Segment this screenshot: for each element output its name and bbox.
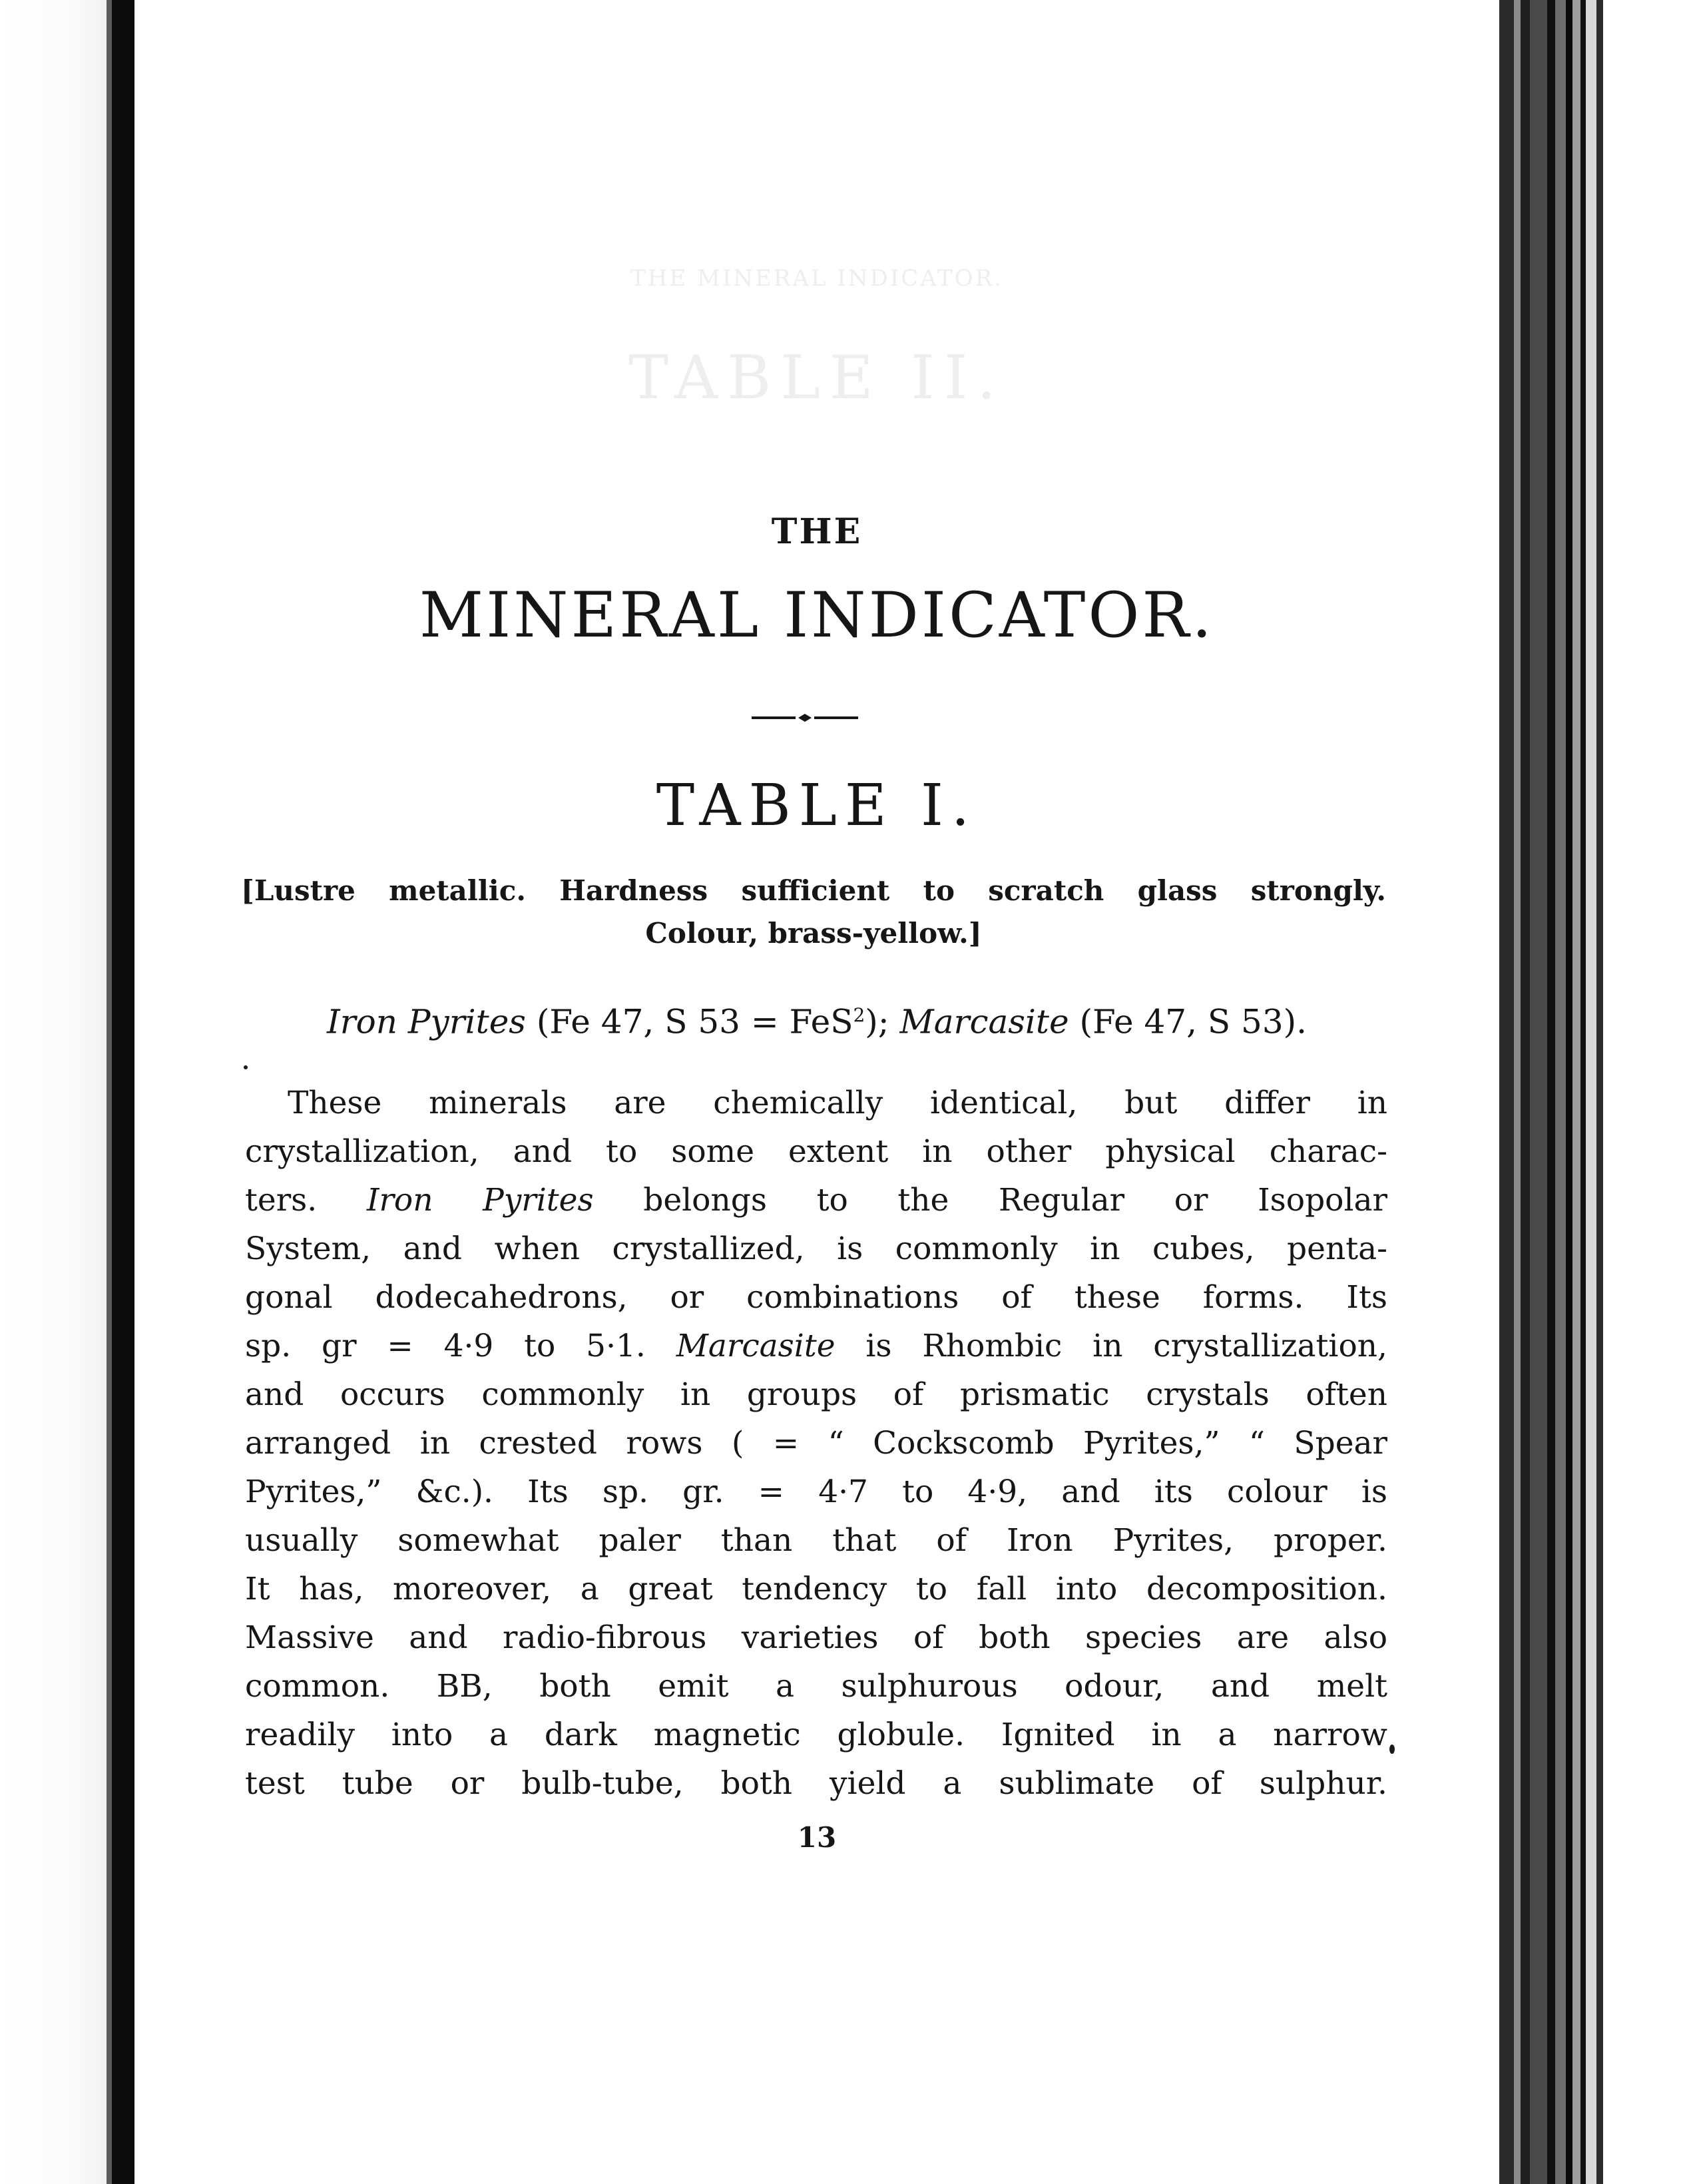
body-line [245,1322,1387,1370]
page-edge [1555,0,1566,2184]
table-description [241,870,1386,955]
formula-superscript: 2 [853,1004,865,1026]
formula-separator: ); [865,1002,900,1041]
facing-page-edge [0,0,120,2184]
formula-marcasite: (Fe 47, S 53). [1069,1002,1308,1041]
body-line: usually somewhat paler than that of Iron Pyrites, proper. [245,1522,1387,1559]
body-line-segment: is Rhombic in crystallization, [865,1328,1387,1364]
body-line: test tube or bulb-tube, both yield a sublimate of sulphur. [245,1765,1387,1802]
body-line: It has, moreover, a great tendency to fall into decomposition. [245,1571,1387,1607]
page-edge [1596,0,1603,2184]
page-edge [1521,0,1530,2184]
body-line-segment: sp. gr = 4·9 to 5·1. [245,1328,646,1364]
body-paragraph [245,1079,1387,1808]
body-line-segment: ters. [245,1182,318,1219]
page-edge [1530,0,1547,2184]
body-line-segment: belongs to the Regular or Isopolar [643,1182,1387,1219]
body-line: common. BB, both emit a sulphurous odour, and melt [245,1668,1387,1705]
page-number: 13 [797,1821,837,1854]
page-edge [1580,0,1586,2184]
page-edge [1499,0,1514,2184]
description-line-2: Colour, brass-yellow.] [645,917,982,950]
ornament-divider [752,714,858,722]
body-line: System, and when crystallized, is commonly in cubes, penta- [245,1230,1387,1267]
book-page [134,0,1499,2184]
body-line: arranged in crested rows ( = “ Cockscomb Pyrites,” “ Spear [245,1425,1387,1462]
page-edge [1586,0,1596,2184]
book-gutter [112,0,134,2184]
body-line: readily into a dark magnetic globule. Ignited in a narrow [245,1717,1387,1753]
body-line: and occurs commonly in groups of prismatic crystals often [245,1376,1387,1413]
ink-speck [244,1065,248,1069]
page-edge [1572,0,1580,2184]
body-line: gonal dodecahedrons, or combinations of these forms. Its [245,1279,1387,1316]
bleed-through-header: THE MINERAL INDICATOR. [630,265,1003,292]
inline-italic-iron-pyrites: Iron Pyrites [366,1182,594,1219]
book-title: MINERAL INDICATOR. [419,579,1215,652]
formula-iron-pyrites: (Fe 47, S 53 = FeS [525,1002,853,1041]
description-line-1: [Lustre metallic. Hardness sufficient to scratch glass strongly. [241,874,1386,907]
body-line: These minerals are chemically identical, but differ in [288,1085,1387,1121]
mineral-name-marcasite: Marcasite [899,1002,1069,1041]
page-edge [1514,0,1521,2184]
page-edge [1547,0,1555,2184]
page-stack-edges [1499,0,1683,2184]
body-line: Massive and radio-fibrous varieties of both species are also [245,1619,1387,1656]
body-line: Pyrites,” &c.). Its sp. gr. = 4·7 to 4·9, and its colour is [245,1474,1387,1510]
gutter-shadow [107,0,112,2184]
ink-speck [1389,1745,1395,1754]
running-title: THE [771,511,863,552]
minerals-heading [241,992,1393,1045]
body-line [245,1176,1387,1225]
body-line: crystallization, and to some extent in other physical charac- [245,1133,1387,1170]
table-heading: TABLE I. [656,772,978,839]
page-edge [1566,0,1572,2184]
inline-italic-marcasite: Marcasite [676,1328,836,1364]
mineral-name-iron-pyrites: Iron Pyrites [326,1002,526,1041]
bleed-through-title: TABLE II. [628,343,1006,413]
